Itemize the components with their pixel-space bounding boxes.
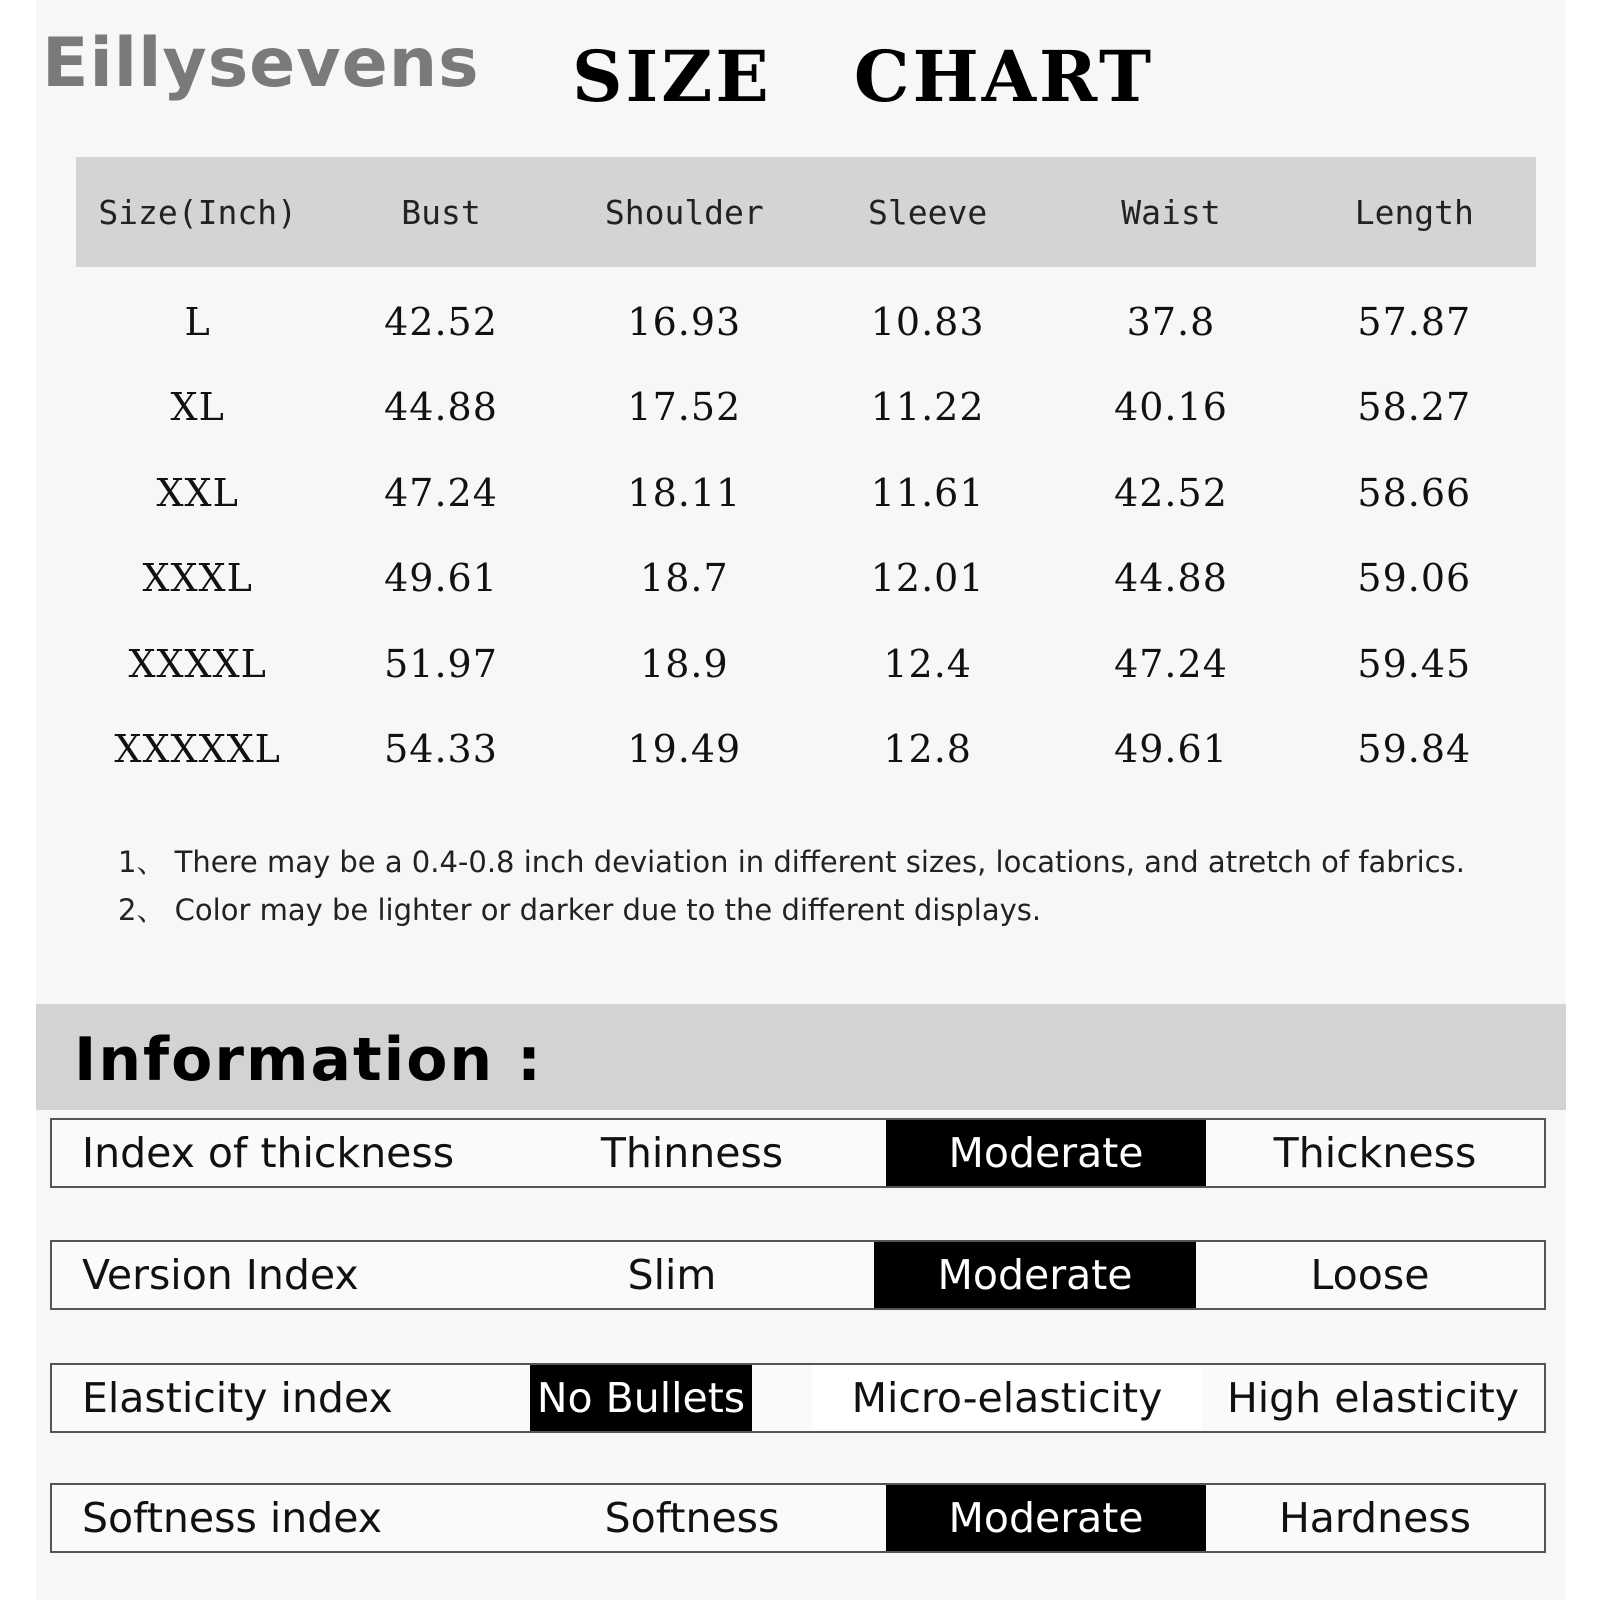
option-hardness: Hardness	[1278, 1494, 1472, 1542]
table-cell: 58.66	[1357, 470, 1472, 515]
note-item: 2、 Color may be lighter or darker due to the different displays.	[118, 893, 1042, 927]
table-row	[76, 621, 1536, 707]
table-cell: 12.8	[883, 727, 972, 772]
table-cell: 19.49	[627, 727, 742, 772]
brand-logo: Eillysevens	[42, 24, 480, 103]
table-cell: 47.24	[384, 470, 498, 515]
info-row-thickness	[50, 1118, 1546, 1188]
option-moderate-selected: Moderate	[874, 1242, 1196, 1308]
table-cell: XXXXXL	[114, 727, 281, 772]
table-cell: 49.61	[384, 556, 498, 601]
option-no-bullets-selected: No Bullets	[530, 1365, 752, 1431]
table-cell: 16.93	[627, 299, 742, 344]
column-header-shoulder: Shoulder	[563, 157, 806, 267]
info-row-elasticity	[50, 1363, 1546, 1433]
table-cell: 37.8	[1126, 299, 1216, 344]
table-cell: 44.88	[384, 385, 498, 430]
table-cell: XL	[170, 385, 225, 430]
table-header-row	[76, 157, 1536, 267]
notes	[118, 838, 1465, 934]
table-cell: 11.61	[870, 470, 985, 515]
table-cell: 59.84	[1357, 727, 1472, 772]
column-header-length: Length	[1293, 157, 1536, 267]
table-cell: 57.87	[1357, 299, 1472, 344]
option-softness: Softness	[604, 1494, 780, 1542]
table-cell: 51.97	[384, 641, 498, 686]
option-moderate-selected: Moderate	[886, 1120, 1206, 1186]
information-title: Information :	[74, 1025, 544, 1095]
table-cell: 49.61	[1114, 727, 1228, 772]
table-cell: 54.33	[384, 727, 498, 772]
table-cell: 59.45	[1357, 641, 1472, 686]
option-loose: Loose	[1310, 1251, 1430, 1299]
column-header-sleeve: Sleeve	[806, 157, 1049, 267]
column-header-bust: Bust	[319, 157, 562, 267]
info-row-label: Elasticity index	[82, 1374, 393, 1422]
table-cell: 12.01	[870, 556, 985, 601]
table-row	[76, 536, 1536, 622]
table-cell: 40.16	[1114, 385, 1228, 430]
table-cell: XXL	[156, 470, 239, 515]
table-cell: 11.22	[870, 385, 985, 430]
table-cell: 44.88	[1114, 556, 1228, 601]
info-row-label: Version Index	[82, 1251, 359, 1299]
option-moderate-selected: Moderate	[886, 1485, 1206, 1551]
option-slim: Slim	[627, 1251, 717, 1299]
table-cell: L	[184, 299, 211, 344]
option-high-elasticity: High elasticity	[1226, 1374, 1520, 1422]
info-row-label: Softness index	[82, 1494, 383, 1542]
table-cell: 59.06	[1357, 556, 1472, 601]
info-row-softness	[50, 1483, 1546, 1553]
page-title: SIZE CHART	[572, 35, 1155, 118]
table-cell: 18.7	[640, 556, 729, 601]
table-row	[76, 450, 1536, 536]
column-header-waist: Waist	[1049, 157, 1292, 267]
table-cell: XXXXL	[128, 641, 267, 686]
option-micro-elasticity: Micro-elasticity	[812, 1365, 1202, 1431]
table-row	[76, 365, 1536, 451]
table-row	[76, 267, 1536, 365]
table-cell: 10.83	[870, 299, 985, 344]
note-item: 1、 There may be a 0.4-0.8 inch deviation in different sizes, locations, and atretch of fabrics.	[118, 845, 1465, 879]
size-chart-table	[76, 157, 1536, 792]
table-cell: XXXL	[142, 556, 253, 601]
table-cell: 18.11	[627, 470, 742, 515]
table-cell: 18.9	[640, 641, 729, 686]
table-cell: 17.52	[627, 385, 742, 430]
table-cell: 47.24	[1114, 641, 1228, 686]
table-cell: 12.4	[883, 641, 972, 686]
info-row-version	[50, 1240, 1546, 1310]
info-row-label: Index of thickness	[82, 1129, 455, 1177]
option-thickness: Thickness	[1273, 1129, 1477, 1177]
table-row	[76, 707, 1536, 793]
table-cell: 42.52	[384, 299, 498, 344]
table-cell: 42.52	[1114, 470, 1228, 515]
column-header-size: Size(Inch)	[76, 157, 319, 267]
table-cell: 58.27	[1357, 385, 1472, 430]
option-thinness: Thinness	[600, 1129, 784, 1177]
